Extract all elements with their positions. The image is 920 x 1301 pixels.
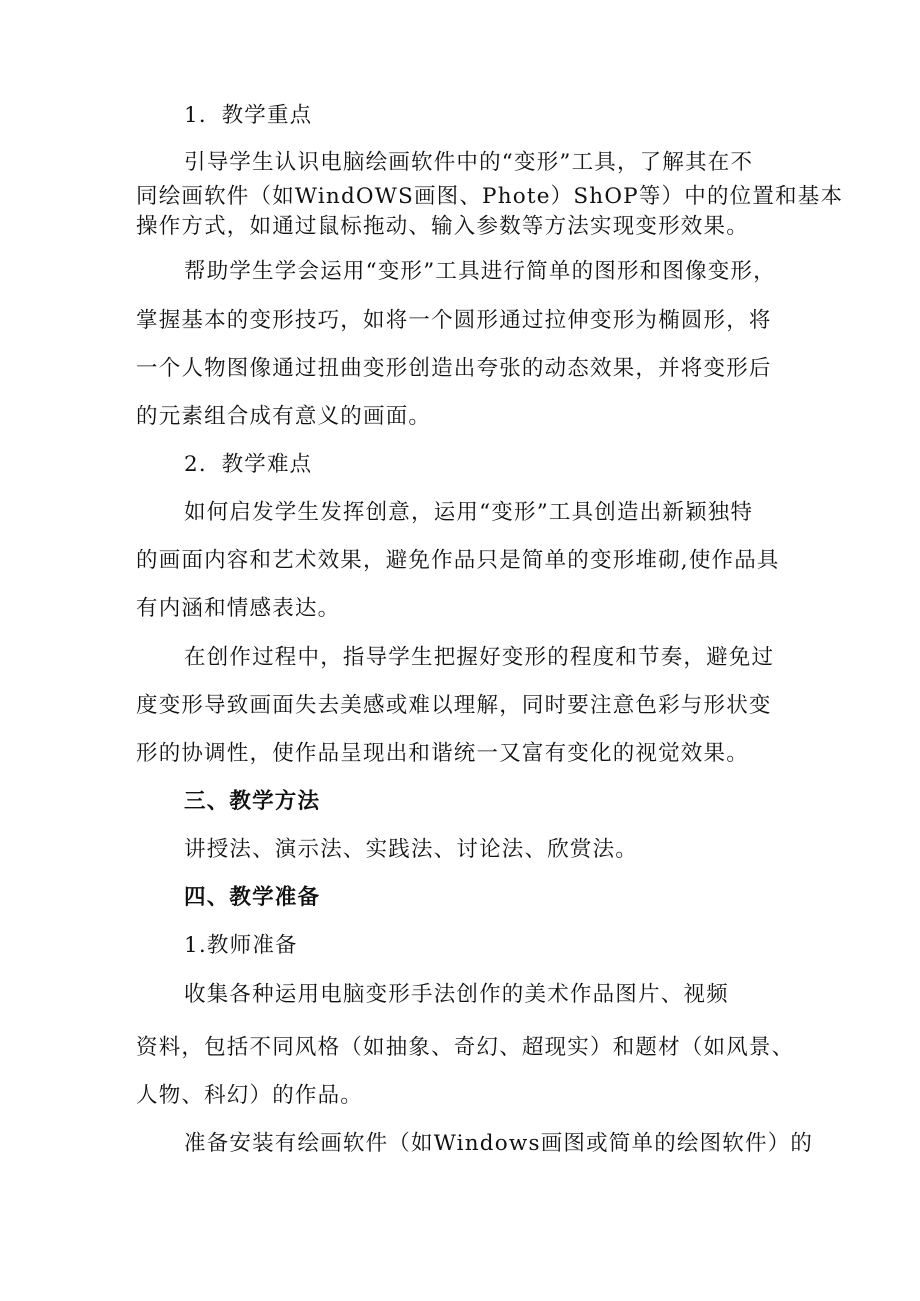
paragraph-line: 操作方式，如通过鼠标拖动、输入参数等方法实现变形效果。 [136, 214, 749, 239]
heading-key-points: 1．教学重点 [184, 103, 313, 128]
heading-teacher-prep: 1.教师准备 [184, 933, 298, 958]
paragraph-line: 有内涵和情感表达。 [136, 596, 341, 621]
paragraph-line: 收集各种运用电脑变形手法创作的美术作品图片、视频 [184, 982, 729, 1007]
heading-difficulties: 2．教学难点 [184, 452, 313, 477]
paragraph-line: 讲授法、演示法、实践法、讨论法、欣赏法。 [184, 837, 639, 862]
paragraph-line: 在创作过程中，指导学生把握好变形的程度和节奏，避免过 [184, 645, 775, 670]
paragraph-line: 一个人物图像通过扭曲变形创造出夸张的动态效果，并将变形后 [136, 356, 772, 381]
paragraph-line: 形的协调性，使作品呈现出和谐统一又富有变化的视觉效果。 [136, 741, 749, 766]
paragraph-line: 帮助学生学会运用“变形”工具进行简单的图形和图像变形， [184, 259, 776, 284]
section-heading-methods: 三、教学方法 [184, 789, 321, 814]
paragraph-line: 同绘画软件（如WindOWS画图、Phote）ShOP等）中的位置和基本 [136, 184, 844, 209]
paragraph-line: 人物、科幻）的作品。 [136, 1083, 364, 1108]
paragraph-line: 度变形导致画面失去美感或难以理解，同时要注意色彩与形状变 [136, 693, 772, 718]
paragraph-line: 资料，包括不同风格（如抽象、奇幻、超现实）和题材（如风景、 [136, 1035, 795, 1060]
paragraph-line: 引导学生认识电脑绘画软件中的“变形”工具，了解其在不 [184, 150, 754, 175]
section-heading-preparation: 四、教学准备 [184, 885, 321, 910]
paragraph-line: 如何启发学生发挥创意，运用“变形”工具创造出新颖独特 [184, 500, 754, 525]
paragraph-line: 准备安装有绘画软件（如Windows画图或简单的绘图软件）的 [184, 1131, 814, 1156]
paragraph-line: 掌握基本的变形技巧，如将一个圆形通过拉伸变形为椭圆形，将 [136, 308, 772, 333]
paragraph-line: 的元素组合成有意义的画面。 [136, 404, 432, 429]
paragraph-line: 的画面内容和艺术效果，避免作品只是简单的变形堆砌,使作品具 [136, 548, 780, 573]
